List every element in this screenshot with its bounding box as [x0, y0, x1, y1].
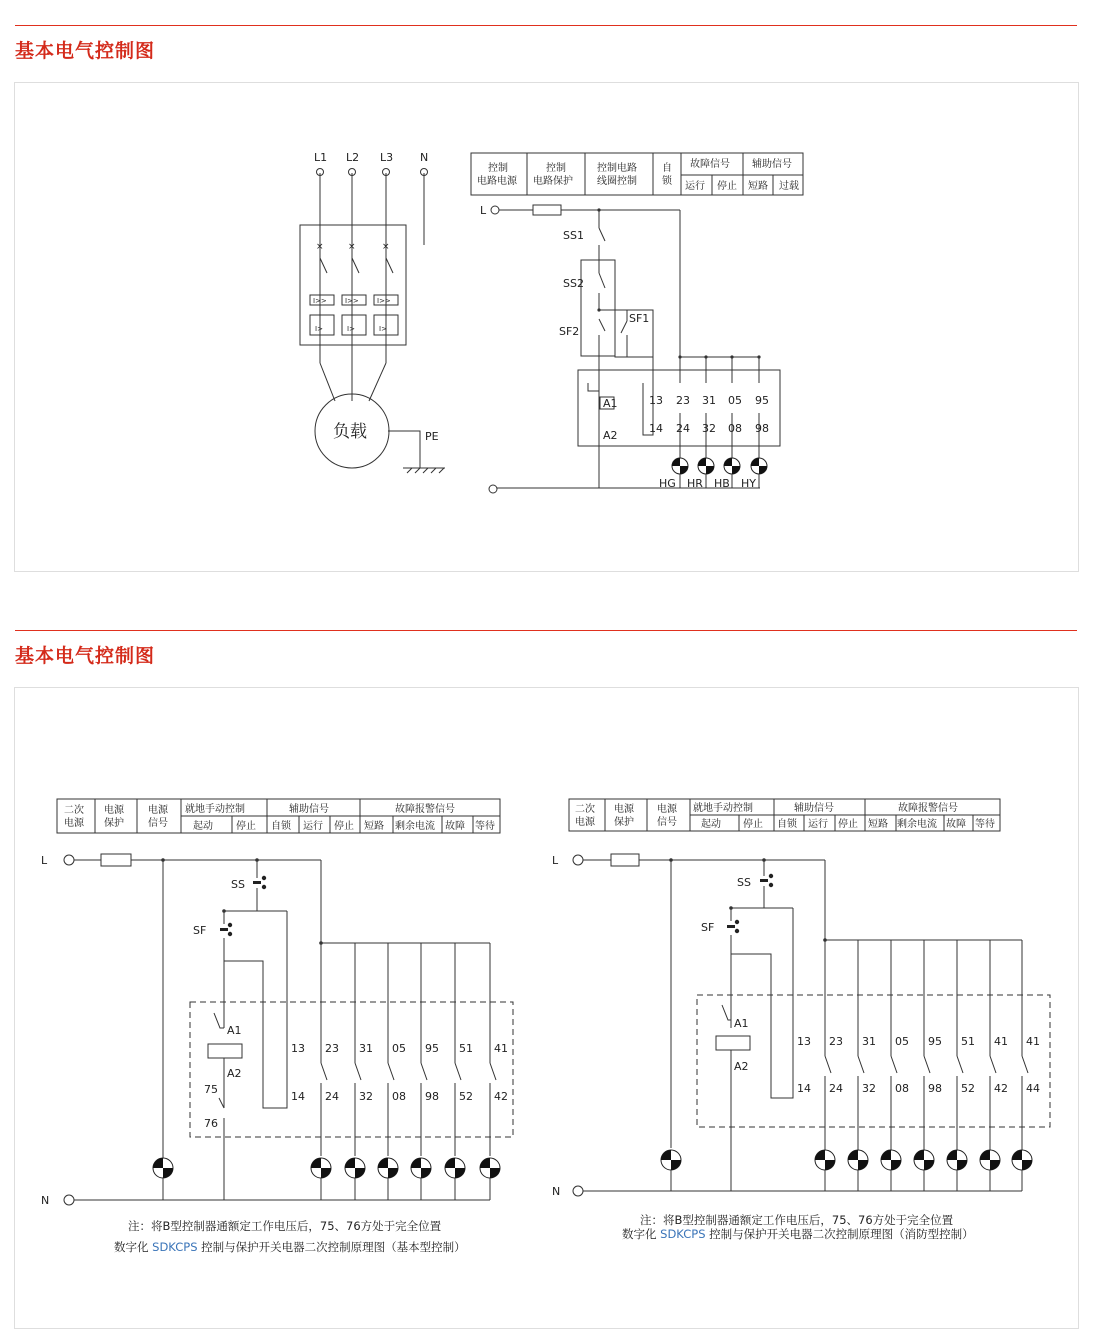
switch-ss2: SS2	[563, 277, 584, 290]
t1-c2b: 电路保护	[533, 176, 573, 187]
d1-terminal-bottom: 14	[649, 422, 663, 435]
switch-ss1: SS1	[563, 229, 584, 242]
d1-terminal-bottom: 32	[702, 422, 716, 435]
t1-c4b: 锁	[662, 176, 672, 187]
d2r-coil-a2: A2	[734, 1060, 749, 1073]
d2r-contact	[957, 1056, 963, 1073]
d2l-terminal-bottom: 98	[425, 1090, 439, 1103]
d2l-coil-a1: A1	[227, 1024, 242, 1037]
d2r-indicator-lamp-5	[947, 1150, 967, 1170]
d2r-contact	[825, 1056, 831, 1073]
switch-sf1: SF1	[629, 312, 650, 325]
d1-line-l: L	[480, 204, 487, 217]
t2l-c3a: 电源	[148, 805, 168, 816]
t2r-c5c: 停止	[838, 819, 858, 830]
d2l-terminal-top: 23	[325, 1042, 339, 1055]
phase-l1: L1	[314, 151, 328, 164]
d2l-sf: SF	[193, 924, 207, 937]
d2r-terminal-top: 31	[862, 1035, 876, 1048]
lamp-hr: HR	[687, 477, 703, 490]
d2l-terminal-bottom: 32	[359, 1090, 373, 1103]
d2r-power-lamp	[661, 1150, 681, 1170]
d2l-contact	[321, 1063, 327, 1080]
d2l-terminal-bottom: 24	[325, 1090, 339, 1103]
d2r-terminal-top: 13	[797, 1035, 811, 1048]
d2l-terminal-top: 13	[291, 1042, 305, 1055]
d2r-contact	[1022, 1056, 1028, 1073]
t2l-c5a: 自锁	[271, 821, 291, 832]
d2l-indicator-lamp-6	[480, 1158, 500, 1178]
d2r-ss: SS	[737, 876, 751, 889]
d2l-indicator-lamp-1	[311, 1158, 331, 1178]
phase-l2: L2	[346, 151, 360, 164]
left-table	[57, 799, 500, 833]
d2r-contact	[990, 1056, 996, 1073]
switch-sf2: SF2	[559, 325, 580, 338]
lamp-hb: HB	[714, 477, 730, 490]
d2l-note-2c: 控制与保护开关电器二次控制原理图（基本型控制）	[197, 1240, 466, 1254]
t2l-c4b: 停止	[236, 821, 256, 832]
breaker-mark-2: I>>	[345, 297, 359, 305]
t2l-c1a: 二次	[64, 805, 84, 816]
d2r-line-l: L	[552, 854, 559, 867]
t2r-c5: 辅助信号	[794, 803, 834, 814]
d2r-indicator-lamp-2	[848, 1150, 868, 1170]
d2r-coil-a1: A1	[734, 1017, 749, 1030]
d1-terminal-top: 05	[728, 394, 742, 407]
d1-indicator-lamp-4	[751, 458, 767, 474]
t2l-c2a: 电源	[104, 805, 124, 816]
d2r-indicator-lamp-4	[914, 1150, 934, 1170]
t2l-c4: 就地手动控制	[185, 804, 245, 815]
d2l-terminal-top: 31	[359, 1042, 373, 1055]
d2l-terminal-top: 51	[459, 1042, 473, 1055]
t2l-c6: 故障报警信号	[395, 804, 455, 815]
t1-c6: 辅助信号	[752, 159, 792, 170]
d2r-contact	[858, 1056, 864, 1073]
d2l-terminal-bottom: 14	[291, 1090, 305, 1103]
phase-n: N	[420, 151, 429, 164]
t2r-c6d: 等待	[975, 819, 995, 830]
d2r-terminal-bottom: 24	[829, 1082, 843, 1095]
d2r-terminal-bottom: 32	[862, 1082, 876, 1095]
d1-coil-a2: A2	[603, 429, 618, 442]
d2r-terminal-top: 41	[1026, 1035, 1040, 1048]
t2l-c5: 辅助信号	[289, 804, 329, 815]
d2r-terminal-bottom: 52	[961, 1082, 975, 1095]
t1-c1b: 电路电源	[477, 176, 517, 187]
t1-c3a: 控制电路	[597, 163, 637, 174]
d2r-note-2	[622, 1227, 974, 1241]
lamp-hy: HY	[741, 477, 756, 490]
d1-terminal-top: 95	[755, 394, 769, 407]
t2l-c5b: 运行	[303, 821, 323, 832]
t2l-c6a: 短路	[364, 821, 384, 832]
breaker-mark-6: I>	[379, 325, 387, 333]
d2r-terminal-top: 05	[895, 1035, 909, 1048]
d1-coil-a1: A1	[603, 397, 618, 410]
t2r-c3a: 电源	[657, 804, 677, 815]
svg-text:×: ×	[382, 242, 390, 252]
d2r-note-brand: SDKCPS	[660, 1227, 706, 1241]
load-label: 负载	[333, 422, 367, 442]
breaker-mark-5: I>	[347, 325, 355, 333]
d1-terminal-bottom: 24	[676, 422, 690, 435]
t2r-c4: 就地手动控制	[693, 803, 753, 814]
t2l-c2b: 保护	[104, 818, 124, 829]
d2l-ss: SS	[231, 878, 245, 891]
d2l-terminal-bottom: 42	[494, 1090, 508, 1103]
section-2-title: 基本电气控制图	[15, 645, 156, 667]
d2r-terminal-top: 51	[961, 1035, 975, 1048]
t2r-c6c: 故障	[946, 819, 966, 830]
d2l-note-brand: SDKCPS	[152, 1240, 198, 1254]
d2l-indicator-lamp-5	[445, 1158, 465, 1178]
d2l-coil-a2: A2	[227, 1067, 242, 1080]
d2r-note-1: 注：将B型控制器通额定工作电压后，75、76方处于完全位置	[640, 1213, 954, 1227]
d2r-terminal-bottom: 42	[994, 1082, 1008, 1095]
d1-terminal-top: 31	[702, 394, 716, 407]
d1-terminal-bottom: 08	[728, 422, 742, 435]
d2l-extra-75: 75	[204, 1083, 218, 1096]
t2r-c6b: 剩余电流	[897, 819, 937, 830]
t2l-c3b: 信号	[148, 818, 168, 829]
d2l-extra-76: 76	[204, 1117, 218, 1130]
d2r-terminal-bottom: 08	[895, 1082, 909, 1095]
t1-c6a: 短路	[748, 181, 768, 192]
t2r-c5b: 运行	[808, 819, 828, 830]
d2l-contact	[490, 1063, 496, 1080]
d2r-line-n: N	[552, 1185, 561, 1198]
lamp-hg: HG	[659, 477, 676, 490]
right-table	[569, 799, 1000, 831]
t2r-c6: 故障报警信号	[898, 803, 958, 814]
t2l-c4a: 起动	[193, 821, 213, 832]
t2r-c4b: 停止	[743, 819, 763, 830]
d2l-terminal-top: 05	[392, 1042, 406, 1055]
t2l-c1b: 电源	[64, 818, 84, 829]
t2r-c2b: 保护	[614, 817, 634, 828]
d2r-sf: SF	[701, 921, 715, 934]
t1-c5a: 运行	[685, 181, 705, 192]
d2r-indicator-lamp-6	[980, 1150, 1000, 1170]
d1-indicator-lamp-1	[672, 458, 688, 474]
d2r-terminal-top: 41	[994, 1035, 1008, 1048]
d2l-terminal-bottom: 08	[392, 1090, 406, 1103]
t2r-c1b: 电源	[575, 817, 595, 828]
section-1-title: 基本电气控制图	[15, 40, 156, 62]
d2l-contact	[455, 1063, 461, 1080]
d1-terminal-bottom: 98	[755, 422, 769, 435]
t2l-c6b: 剩余电流	[395, 821, 435, 832]
d2r-note-2a: 数字化	[622, 1227, 661, 1241]
breaker-mark-4: I>	[315, 325, 323, 333]
breaker-mark-1: I>>	[313, 297, 327, 305]
t2r-c5a: 自锁	[777, 819, 797, 830]
d1-indicator-lamp-2	[698, 458, 714, 474]
t2r-c4a: 起动	[701, 819, 721, 830]
phase-l3: L3	[380, 151, 394, 164]
d2l-note-2	[114, 1240, 466, 1254]
section-2-rule	[15, 630, 1077, 631]
d2r-indicator-lamp-3	[881, 1150, 901, 1170]
d2l-power-lamp	[153, 1158, 173, 1178]
d2r-contact	[891, 1056, 897, 1073]
diagram-2-svg	[15, 688, 1078, 1328]
pe-label: PE	[425, 430, 439, 443]
svg-text:×: ×	[348, 242, 356, 252]
t2r-c1a: 二次	[575, 804, 595, 815]
diagram-1-panel	[14, 82, 1079, 572]
t1-c2a: 控制	[546, 163, 566, 174]
d2r-terminal-bottom: 44	[1026, 1082, 1040, 1095]
d1-terminal-top: 23	[676, 394, 690, 407]
d2r-indicator-lamp-1	[815, 1150, 835, 1170]
section-1-rule	[15, 25, 1077, 26]
t1-c5: 故障信号	[690, 159, 730, 170]
t1-c1a: 控制	[488, 163, 508, 174]
d2l-contact	[388, 1063, 394, 1080]
d2r-note-2c: 控制与保护开关电器二次控制原理图（消防型控制）	[705, 1227, 974, 1241]
d2r-indicator-lamp-7	[1012, 1150, 1032, 1170]
t2l-c5c: 停止	[334, 821, 354, 832]
d2l-terminal-top: 41	[494, 1042, 508, 1055]
d1-terminal-top: 13	[649, 394, 663, 407]
d2l-indicator-lamp-4	[411, 1158, 431, 1178]
d2l-note-1: 注：将B型控制器通额定工作电压后，75、76方处于完全位置	[128, 1219, 442, 1233]
t1-c4a: 自	[662, 163, 672, 174]
d2l-indicator-lamp-2	[345, 1158, 365, 1178]
d2l-line-l: L	[41, 854, 48, 867]
t1-c5b: 停止	[717, 181, 737, 192]
d2r-terminal-top: 23	[829, 1035, 843, 1048]
breaker-mark-3: I>>	[377, 297, 391, 305]
d2l-terminal-bottom: 52	[459, 1090, 473, 1103]
d2l-contact	[421, 1063, 427, 1080]
d2r-terminal-bottom: 98	[928, 1082, 942, 1095]
d2l-indicator-lamp-3	[378, 1158, 398, 1178]
t2l-c6d: 等待	[475, 821, 495, 832]
d2r-terminal-bottom: 14	[797, 1082, 811, 1095]
svg-text:×: ×	[316, 242, 324, 252]
diagram-2-panel	[14, 687, 1079, 1329]
d2l-contact	[355, 1063, 361, 1080]
d2r-contact	[924, 1056, 930, 1073]
d1-indicator-lamp-3	[724, 458, 740, 474]
d2l-note-2a: 数字化	[114, 1240, 153, 1254]
t2r-c2a: 电源	[614, 804, 634, 815]
t2r-c3b: 信号	[657, 817, 677, 828]
diagram-1-svg	[15, 83, 1078, 571]
t2l-c6c: 故障	[445, 821, 465, 832]
t1-c6b: 过载	[779, 181, 799, 192]
t1-c3b: 线圈控制	[597, 176, 637, 187]
t2r-c6a: 短路	[868, 819, 888, 830]
d2l-line-n: N	[41, 1194, 50, 1207]
d2l-terminal-top: 95	[425, 1042, 439, 1055]
d2r-terminal-top: 95	[928, 1035, 942, 1048]
